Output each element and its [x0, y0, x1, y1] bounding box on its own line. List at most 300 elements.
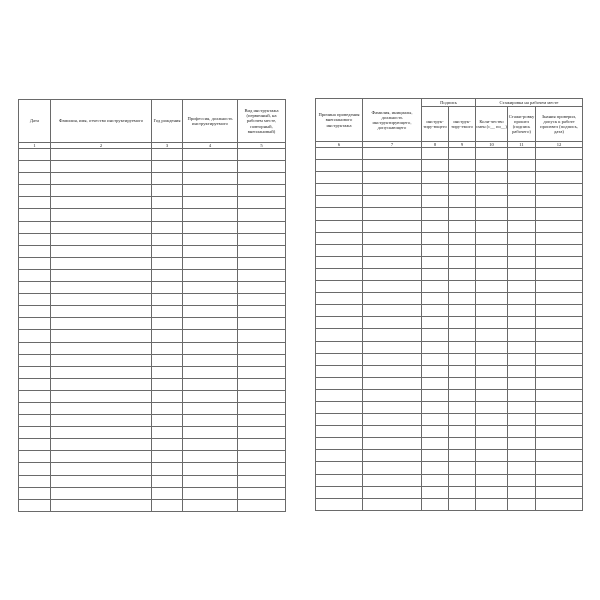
empty-cell: [449, 450, 476, 462]
empty-cell: [422, 438, 449, 450]
empty-cell: [316, 232, 363, 244]
empty-cell: [51, 427, 152, 439]
empty-cell: [536, 256, 583, 268]
header-birth-year: Год рождения: [152, 100, 183, 143]
empty-cell: [19, 269, 51, 281]
empty-cell: [476, 341, 508, 353]
empty-cell: [19, 415, 51, 427]
empty-cell: [238, 366, 286, 378]
empty-cell: [422, 401, 449, 413]
empty-cell: [238, 282, 286, 294]
left-header-row: [19, 100, 286, 143]
table-row: [19, 390, 286, 402]
empty-cell: [449, 341, 476, 353]
empty-cell: [422, 148, 449, 160]
empty-cell: [51, 209, 152, 221]
empty-cell: [238, 330, 286, 342]
empty-cell: [51, 475, 152, 487]
empty-cell: [316, 329, 363, 341]
empty-cell: [422, 498, 449, 510]
empty-cell: [536, 220, 583, 232]
empty-cell: [449, 220, 476, 232]
empty-cell: [238, 209, 286, 221]
empty-cell: [152, 451, 183, 463]
empty-cell: [238, 487, 286, 499]
empty-cell: [422, 389, 449, 401]
empty-cell: [152, 294, 183, 306]
empty-cell: [183, 330, 238, 342]
empty-cell: [363, 486, 422, 498]
empty-cell: [316, 401, 363, 413]
empty-cell: [508, 498, 536, 510]
table-row: [19, 245, 286, 257]
header-signature-instructor: инструк-тиру-ющего: [422, 107, 449, 142]
empty-cell: [508, 474, 536, 486]
table-row: [316, 160, 583, 172]
empty-cell: [449, 268, 476, 280]
table-row: [19, 173, 286, 185]
empty-cell: [152, 342, 183, 354]
empty-cell: [449, 244, 476, 256]
empty-cell: [476, 281, 508, 293]
empty-cell: [238, 439, 286, 451]
empty-cell: [238, 390, 286, 402]
header-signature-instructed: инструк-тиру-емого: [449, 107, 476, 142]
empty-cell: [536, 317, 583, 329]
empty-cell: [51, 306, 152, 318]
table-row: [316, 244, 583, 256]
empty-cell: [51, 499, 152, 511]
empty-cell: [508, 317, 536, 329]
table-row: [19, 318, 286, 330]
table-row: [19, 330, 286, 342]
empty-cell: [316, 268, 363, 280]
empty-cell: [449, 256, 476, 268]
empty-cell: [422, 486, 449, 498]
empty-cell: [422, 268, 449, 280]
empty-cell: [449, 232, 476, 244]
empty-cell: [536, 232, 583, 244]
empty-cell: [152, 499, 183, 511]
empty-cell: [183, 487, 238, 499]
empty-cell: [238, 342, 286, 354]
empty-cell: [508, 172, 536, 184]
empty-cell: [536, 281, 583, 293]
empty-cell: [449, 172, 476, 184]
empty-cell: [316, 244, 363, 256]
empty-cell: [508, 208, 536, 220]
empty-cell: [363, 414, 422, 426]
empty-cell: [238, 161, 286, 173]
empty-cell: [363, 184, 422, 196]
empty-cell: [476, 148, 508, 160]
table-row: [316, 293, 583, 305]
empty-cell: [183, 475, 238, 487]
table-row: [316, 426, 583, 438]
empty-cell: [422, 220, 449, 232]
column-number: 1: [19, 143, 51, 149]
empty-cell: [19, 209, 51, 221]
empty-cell: [183, 354, 238, 366]
empty-cell: [316, 196, 363, 208]
table-row: [19, 487, 286, 499]
empty-cell: [363, 474, 422, 486]
empty-cell: [183, 451, 238, 463]
empty-cell: [316, 365, 363, 377]
empty-cell: [152, 366, 183, 378]
empty-cell: [51, 197, 152, 209]
empty-cell: [449, 293, 476, 305]
column-number: 9: [449, 142, 476, 148]
table-row: [316, 462, 583, 474]
empty-cell: [19, 185, 51, 197]
empty-cell: [238, 306, 286, 318]
table-row: [316, 401, 583, 413]
empty-cell: [316, 486, 363, 498]
empty-cell: [51, 439, 152, 451]
empty-cell: [422, 414, 449, 426]
empty-cell: [422, 474, 449, 486]
empty-cell: [152, 415, 183, 427]
empty-cell: [536, 438, 583, 450]
empty-cell: [536, 268, 583, 280]
empty-cell: [508, 281, 536, 293]
table-row: [316, 353, 583, 365]
empty-cell: [363, 401, 422, 413]
empty-cell: [449, 498, 476, 510]
empty-cell: [316, 208, 363, 220]
empty-cell: [51, 149, 152, 161]
empty-cell: [422, 317, 449, 329]
empty-cell: [422, 196, 449, 208]
empty-cell: [238, 197, 286, 209]
empty-cell: [422, 244, 449, 256]
empty-cell: [152, 269, 183, 281]
empty-cell: [183, 282, 238, 294]
left-journal-table: [18, 99, 286, 512]
empty-cell: [183, 221, 238, 233]
empty-cell: [152, 439, 183, 451]
empty-cell: [51, 245, 152, 257]
column-number: 11: [508, 142, 536, 148]
table-row: [19, 342, 286, 354]
empty-cell: [363, 450, 422, 462]
header-shifts-count: Коли-чество смен (с__ по__): [476, 107, 508, 142]
empty-cell: [508, 341, 536, 353]
empty-cell: [422, 172, 449, 184]
table-row: [19, 366, 286, 378]
empty-cell: [316, 256, 363, 268]
empty-cell: [422, 365, 449, 377]
empty-cell: [19, 499, 51, 511]
empty-cell: [238, 173, 286, 185]
table-row: [19, 233, 286, 245]
empty-cell: [152, 233, 183, 245]
empty-cell: [363, 244, 422, 256]
empty-cell: [183, 185, 238, 197]
column-number: 6: [316, 142, 363, 148]
empty-cell: [422, 208, 449, 220]
empty-cell: [508, 293, 536, 305]
empty-cell: [316, 160, 363, 172]
table-row: [316, 389, 583, 401]
empty-cell: [316, 220, 363, 232]
empty-cell: [536, 426, 583, 438]
empty-cell: [449, 414, 476, 426]
table-row: [316, 450, 583, 462]
empty-cell: [19, 245, 51, 257]
empty-cell: [316, 148, 363, 160]
empty-cell: [422, 160, 449, 172]
empty-cell: [19, 330, 51, 342]
empty-cell: [422, 450, 449, 462]
empty-cell: [316, 474, 363, 486]
empty-cell: [316, 389, 363, 401]
empty-cell: [508, 196, 536, 208]
empty-cell: [449, 474, 476, 486]
empty-cell: [363, 353, 422, 365]
right-header-row-top: [316, 99, 583, 107]
empty-cell: [363, 341, 422, 353]
empty-cell: [19, 463, 51, 475]
empty-cell: [449, 377, 476, 389]
header-signature-group: Подпись: [422, 99, 476, 107]
empty-cell: [238, 402, 286, 414]
empty-cell: [422, 329, 449, 341]
empty-cell: [19, 197, 51, 209]
empty-cell: [316, 172, 363, 184]
table-row: [19, 415, 286, 427]
empty-cell: [476, 268, 508, 280]
empty-cell: [363, 281, 422, 293]
empty-cell: [508, 353, 536, 365]
empty-cell: [476, 450, 508, 462]
empty-cell: [238, 149, 286, 161]
empty-cell: [152, 173, 183, 185]
table-row: [19, 161, 286, 173]
empty-cell: [183, 197, 238, 209]
empty-cell: [316, 293, 363, 305]
empty-cell: [536, 365, 583, 377]
empty-cell: [183, 366, 238, 378]
table-row: [19, 378, 286, 390]
empty-cell: [51, 463, 152, 475]
empty-cell: [363, 438, 422, 450]
empty-cell: [363, 317, 422, 329]
empty-cell: [51, 233, 152, 245]
empty-cell: [476, 232, 508, 244]
empty-cell: [316, 462, 363, 474]
table-row: [19, 463, 286, 475]
empty-cell: [316, 450, 363, 462]
empty-cell: [536, 450, 583, 462]
empty-cell: [536, 414, 583, 426]
empty-cell: [422, 305, 449, 317]
empty-cell: [19, 378, 51, 390]
empty-cell: [152, 306, 183, 318]
empty-cell: [183, 499, 238, 511]
empty-cell: [536, 353, 583, 365]
empty-cell: [508, 414, 536, 426]
empty-cell: [363, 208, 422, 220]
empty-cell: [183, 173, 238, 185]
empty-cell: [508, 305, 536, 317]
empty-cell: [508, 148, 536, 160]
empty-cell: [238, 294, 286, 306]
empty-cell: [508, 268, 536, 280]
header-unplanned-reason: Причина проведения внепланового инструктажа: [316, 99, 363, 142]
empty-cell: [449, 148, 476, 160]
empty-cell: [51, 390, 152, 402]
empty-cell: [238, 185, 286, 197]
empty-cell: [19, 390, 51, 402]
empty-cell: [152, 427, 183, 439]
table-row: [19, 282, 286, 294]
empty-cell: [363, 293, 422, 305]
empty-cell: [363, 220, 422, 232]
empty-cell: [51, 269, 152, 281]
empty-cell: [449, 281, 476, 293]
empty-cell: [238, 427, 286, 439]
empty-cell: [422, 353, 449, 365]
column-number: 7: [363, 142, 422, 148]
empty-cell: [536, 244, 583, 256]
column-number: 3: [152, 143, 183, 149]
table-row: [19, 221, 286, 233]
empty-cell: [238, 499, 286, 511]
empty-cell: [363, 160, 422, 172]
empty-cell: [51, 257, 152, 269]
table-row: [19, 149, 286, 161]
empty-cell: [51, 173, 152, 185]
empty-cell: [476, 293, 508, 305]
empty-cell: [152, 330, 183, 342]
empty-cell: [316, 438, 363, 450]
empty-cell: [476, 184, 508, 196]
empty-cell: [51, 318, 152, 330]
table-row: [316, 256, 583, 268]
empty-cell: [536, 462, 583, 474]
empty-cell: [536, 184, 583, 196]
table-row: [316, 305, 583, 317]
empty-cell: [363, 377, 422, 389]
empty-cell: [476, 414, 508, 426]
table-row: [19, 306, 286, 318]
header-instructor-name: Фамилия, инициалы, должность инструктирующего, допускающего: [363, 99, 422, 142]
empty-cell: [19, 161, 51, 173]
header-date: Дата: [19, 100, 51, 143]
empty-cell: [476, 426, 508, 438]
empty-cell: [536, 148, 583, 160]
table-row: [19, 402, 286, 414]
empty-cell: [449, 365, 476, 377]
empty-cell: [476, 244, 508, 256]
table-row: [19, 209, 286, 221]
empty-cell: [316, 377, 363, 389]
empty-cell: [449, 486, 476, 498]
empty-cell: [152, 354, 183, 366]
empty-cell: [363, 172, 422, 184]
table-row: [316, 414, 583, 426]
empty-cell: [19, 306, 51, 318]
empty-cell: [19, 233, 51, 245]
header-full-name: Фамилия, имя, отчество инструктируемого: [51, 100, 152, 143]
empty-cell: [316, 414, 363, 426]
table-row: [316, 341, 583, 353]
empty-cell: [476, 220, 508, 232]
empty-cell: [152, 378, 183, 390]
empty-cell: [238, 245, 286, 257]
empty-cell: [152, 463, 183, 475]
empty-cell: [449, 329, 476, 341]
empty-cell: [363, 256, 422, 268]
empty-cell: [508, 401, 536, 413]
empty-cell: [51, 402, 152, 414]
header-briefing-type: Вид инструктажа (первичный, на рабочем месте, повторный, внеплановый): [238, 100, 286, 143]
empty-cell: [51, 378, 152, 390]
empty-cell: [363, 389, 422, 401]
empty-cell: [476, 208, 508, 220]
empty-cell: [19, 402, 51, 414]
empty-cell: [476, 498, 508, 510]
empty-cell: [536, 329, 583, 341]
empty-cell: [316, 426, 363, 438]
empty-cell: [363, 268, 422, 280]
empty-cell: [316, 498, 363, 510]
column-number: 4: [183, 143, 238, 149]
empty-cell: [508, 160, 536, 172]
empty-cell: [476, 353, 508, 365]
empty-cell: [422, 232, 449, 244]
empty-cell: [51, 451, 152, 463]
table-row: [316, 268, 583, 280]
empty-cell: [183, 415, 238, 427]
empty-cell: [536, 498, 583, 510]
table-row: [316, 184, 583, 196]
table-row: [316, 317, 583, 329]
empty-cell: [449, 196, 476, 208]
table-row: [316, 208, 583, 220]
column-number: 2: [51, 143, 152, 149]
table-row: [316, 148, 583, 160]
empty-cell: [508, 329, 536, 341]
empty-cell: [152, 149, 183, 161]
table-row: [316, 365, 583, 377]
empty-cell: [363, 365, 422, 377]
empty-cell: [476, 160, 508, 172]
empty-cell: [508, 450, 536, 462]
empty-cell: [51, 487, 152, 499]
empty-cell: [238, 221, 286, 233]
empty-cell: [508, 256, 536, 268]
empty-cell: [19, 354, 51, 366]
empty-cell: [183, 161, 238, 173]
empty-cell: [422, 377, 449, 389]
empty-cell: [238, 233, 286, 245]
empty-cell: [152, 390, 183, 402]
table-row: [19, 499, 286, 511]
empty-cell: [508, 462, 536, 474]
empty-cell: [183, 257, 238, 269]
table-row: [316, 281, 583, 293]
empty-cell: [476, 172, 508, 184]
empty-cell: [238, 463, 286, 475]
empty-cell: [183, 209, 238, 221]
empty-cell: [422, 256, 449, 268]
empty-cell: [19, 149, 51, 161]
empty-cell: [476, 401, 508, 413]
empty-cell: [508, 232, 536, 244]
